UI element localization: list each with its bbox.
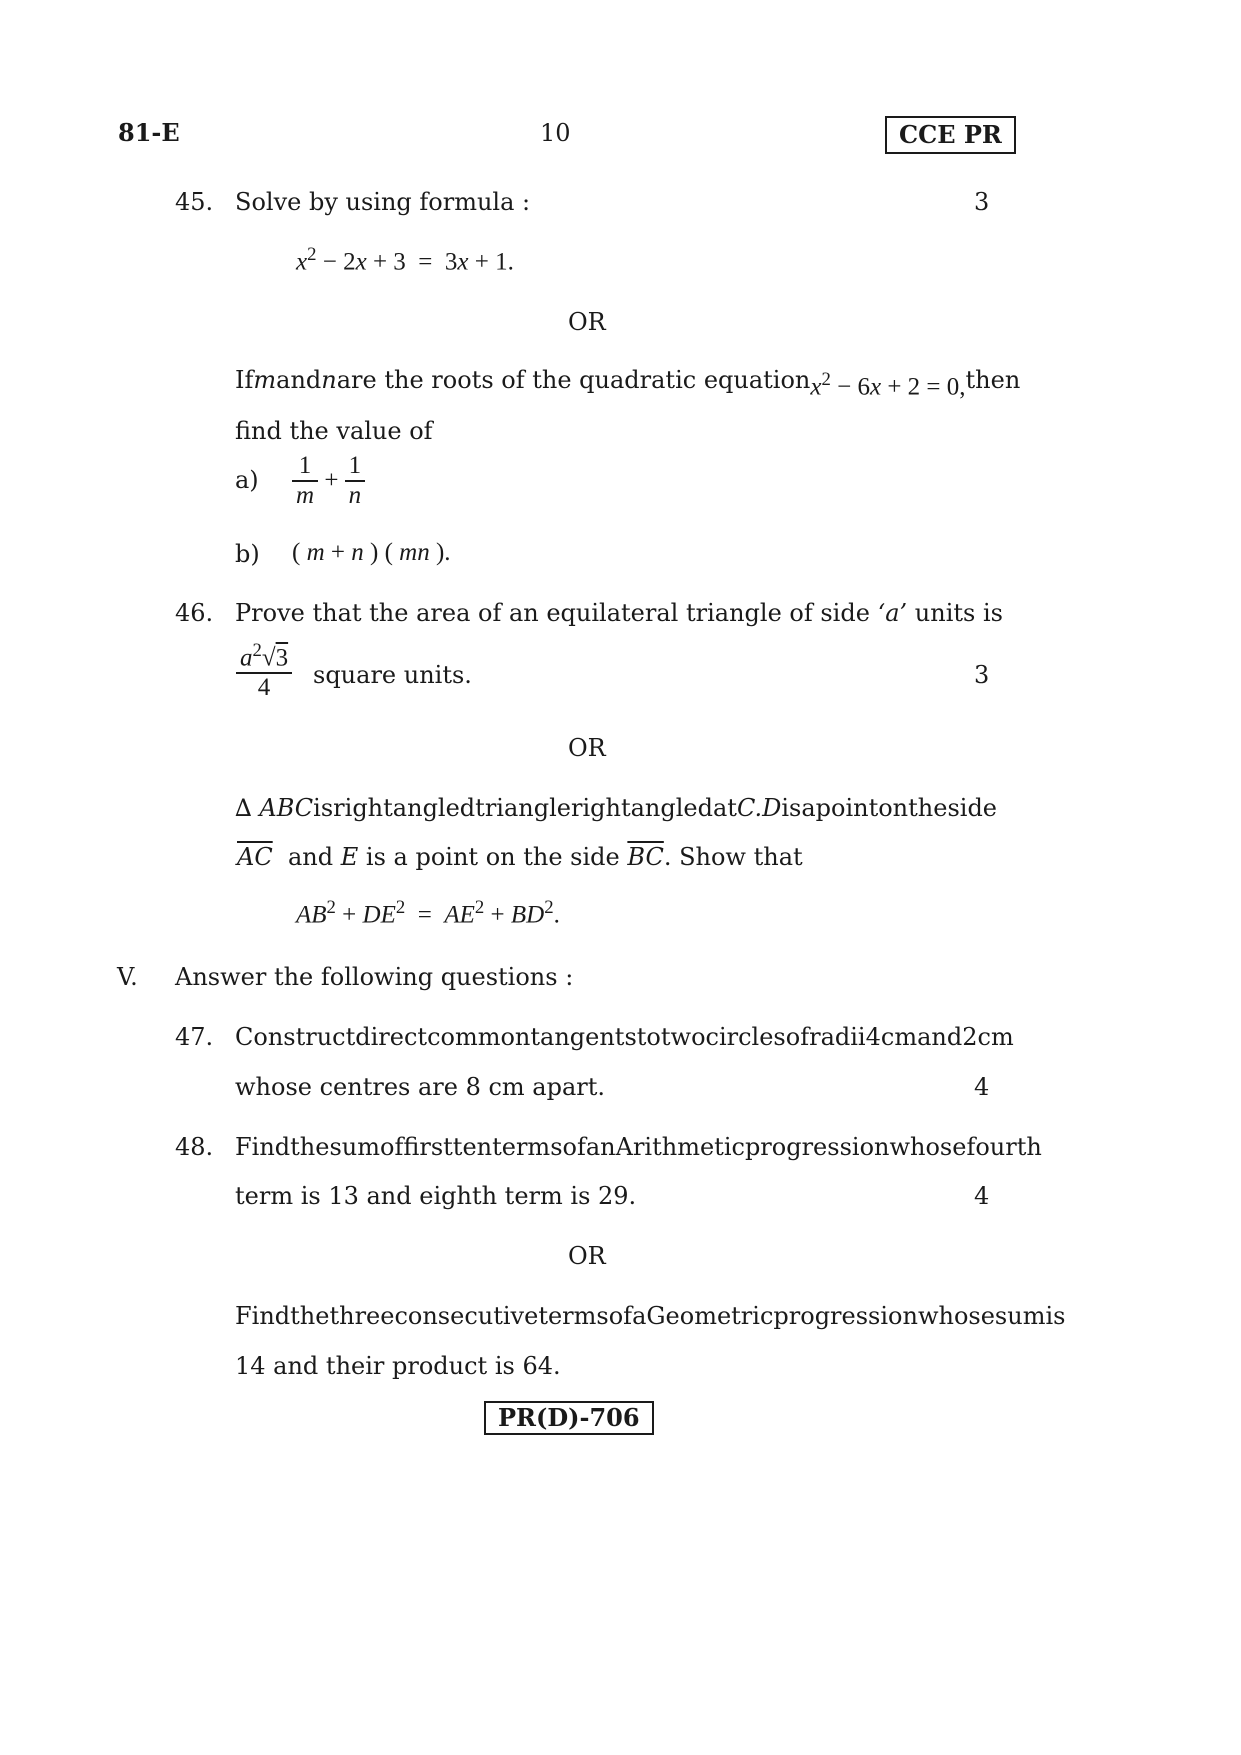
q45-marks: 3	[974, 188, 990, 216]
q46-area-formula: $\frac{a^2√3}{4}$	[236, 640, 292, 702]
q45-alt-line2: find the value of	[235, 417, 433, 445]
q46-number: 46.	[175, 599, 214, 627]
q45-equation: $x^2 - 2x + 3 = 3x + 1$.	[296, 244, 514, 276]
q45-number: 45.	[175, 188, 214, 216]
q45-text: Solve by using formula :	[235, 188, 531, 216]
q48-marks: 4	[974, 1182, 990, 1210]
q47-line1: Construct direct common tangents to two circles of radii 4 cm and 2 cm	[235, 1023, 1014, 1051]
q48-line2: term is 13 and eighth term is 29.	[235, 1182, 637, 1210]
q46-or: OR	[568, 734, 606, 762]
series-box: CCE PR	[885, 116, 1016, 154]
q48-alt-line2: 14 and their product is 64.	[235, 1352, 561, 1380]
page-number: 10	[540, 119, 571, 147]
paper-code: 81-E	[118, 118, 180, 147]
section-v-instruction: Answer the following questions :	[175, 963, 574, 991]
q46-identity: $AB^2 + DE^2 = AE^2 + BD^2$.	[296, 897, 560, 929]
q46-alt-line1: ∆ ABC is right angled triangle right angled at C. D is a point on the side	[235, 794, 998, 822]
section-v-numeral: V.	[117, 963, 138, 991]
q46-marks: 3	[974, 661, 990, 689]
q46-square-units: square units.	[313, 661, 472, 689]
q47-marks: 4	[974, 1073, 990, 1101]
q48-alt-line1: Find the three consecutive terms of a Geometric progression whose sum is	[235, 1302, 1066, 1330]
q47-number: 47.	[175, 1023, 214, 1051]
q45-part-a-expression: $\frac{1}{m}$ + $\frac{1}{n}$	[292, 452, 365, 510]
q45-alt-line1: If m and n are the roots of the quadratic equation $x^2 - 6x + 2 = 0$, then	[235, 366, 1021, 401]
q45-part-a-label: a)	[235, 466, 259, 494]
q47-line2: whose centres are 8 cm apart.	[235, 1073, 606, 1101]
q48-or: OR	[568, 1242, 606, 1270]
q45-or: OR	[568, 308, 606, 336]
q48-line1: Find the sum of first ten terms of an Arithmetic progression whose fourth	[235, 1133, 1042, 1161]
q46-alt-line2: $\overline{AC}$ and E is a point on the side $\overline{BC}$. Show that	[237, 843, 803, 871]
footer-code-box: PR(D)-706	[484, 1401, 654, 1435]
q45-part-b-label: b)	[235, 540, 260, 568]
q46-text: Prove that the area of an equilateral triangle of side ‘a’ units is	[235, 599, 1003, 627]
q45-part-b-expression: ( m + n ) ( mn ).	[292, 539, 451, 566]
q48-number: 48.	[175, 1133, 214, 1161]
